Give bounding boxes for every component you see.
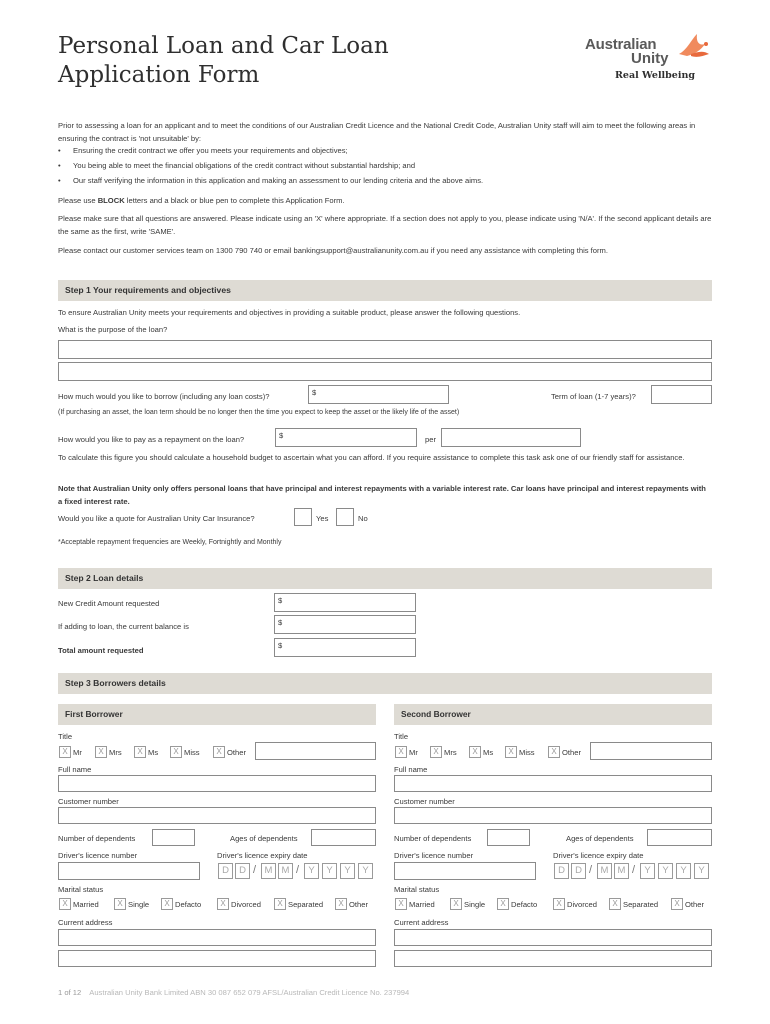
title-miss-checkbox[interactable]: X — [505, 746, 517, 758]
budget-note: To calculate this figure you should calculate a household budget to ascertain what you can afford. If you require assistance to complete this task ask one of our friendly staff for assistance. — [58, 453, 685, 462]
per-label: per — [425, 435, 436, 444]
title-option-label: Ms — [148, 748, 159, 757]
intro-bullet: • Ensuring the credit contract we offer you meets your requirements and objectives; — [58, 146, 348, 155]
yes-label: Yes — [316, 514, 329, 523]
new-credit-label: New Credit Amount requested — [58, 599, 160, 608]
block-letters-instruction: Please use BLOCK letters and a black or blue pen to complete this Application Form. — [58, 196, 345, 205]
marital-married-checkbox[interactable]: X — [395, 898, 407, 910]
ages-input[interactable] — [311, 829, 376, 846]
logo-text-2: Unity — [631, 50, 669, 67]
step1-heading: Step 1 Your requirements and objectives — [58, 280, 712, 301]
purpose-input-line-2[interactable] — [58, 362, 712, 381]
title-mr-checkbox[interactable]: X — [395, 746, 407, 758]
title-option-label: Other — [227, 748, 246, 757]
term-note: (If purchasing an asset, the loan term should be no longer then the time you expect to keep the asset or the likely life of the asset) — [58, 409, 460, 416]
licence-number-input[interactable] — [394, 862, 536, 880]
title-option-label: Mr — [409, 748, 418, 757]
title-miss-checkbox[interactable]: X — [170, 746, 182, 758]
insurance-yes-checkbox[interactable] — [294, 508, 312, 526]
borrow-label: How much would you like to borrow (including any loan costs)? — [58, 392, 270, 401]
expiry-year-digit[interactable]: Y — [658, 863, 673, 879]
current-balance-input[interactable] — [274, 615, 416, 634]
title-label: Title — [58, 732, 73, 741]
date-separator: / — [253, 864, 257, 876]
currency-symbol: $ — [312, 388, 317, 397]
expiry-year-digit[interactable]: Y — [640, 863, 655, 879]
title-option-label: Miss — [519, 748, 535, 757]
title-mrs-checkbox[interactable]: X — [430, 746, 442, 758]
expiry-day-digit[interactable]: D — [235, 863, 250, 879]
title-label: Title — [394, 732, 409, 741]
expiry-month-digit[interactable]: M — [261, 863, 276, 879]
marital-option-label: Other — [349, 900, 368, 909]
currency-symbol: $ — [279, 431, 284, 440]
address-input-line-1[interactable] — [394, 929, 712, 946]
full-name-input[interactable] — [58, 775, 376, 792]
new-credit-input[interactable] — [274, 593, 416, 612]
marital-option-label: Other — [685, 900, 704, 909]
marital-married-checkbox[interactable]: X — [59, 898, 71, 910]
dependents-label: Number of dependents — [394, 834, 472, 843]
currency-symbol: $ — [278, 641, 283, 650]
borrow-amount-input[interactable] — [308, 385, 449, 404]
full-name-label: Full name — [394, 765, 428, 774]
second-borrower-heading: Second Borrower — [394, 704, 712, 725]
bird-icon — [677, 32, 713, 64]
title-other-checkbox[interactable]: X — [213, 746, 225, 758]
expiry-month-digit[interactable]: M — [597, 863, 612, 879]
customer-number-label: Customer number — [394, 797, 455, 806]
full-name-label: Full name — [58, 765, 92, 774]
intro-bullet: • Our staff verifying the information in this application and making an assessment to our lending criteria and the above aims. — [58, 176, 484, 185]
title-line-2: Application Form — [58, 62, 260, 88]
step3-heading: Step 3 Borrowers details — [58, 673, 712, 694]
marital-separated-checkbox[interactable]: X — [609, 898, 621, 910]
marital-option-label: Single — [128, 900, 150, 909]
ages-input[interactable] — [647, 829, 712, 846]
page-title — [58, 32, 389, 90]
marital-option-label: Separated — [623, 900, 659, 909]
title-mrs-checkbox[interactable]: X — [95, 746, 107, 758]
frequency-note: *Acceptable repayment frequencies are Weekly, Fortnightly and Monthly — [58, 539, 282, 546]
title-option-label: Miss — [184, 748, 200, 757]
licence-number-input[interactable] — [58, 862, 200, 880]
term-label: Term of loan (1-7 years)? — [551, 392, 636, 401]
marital-separated-checkbox[interactable]: X — [274, 898, 286, 910]
repayment-label: How would you like to pay as a repayment on the loan? — [58, 435, 245, 444]
ages-label: Ages of dependents — [230, 834, 298, 843]
address-input-line-2[interactable] — [394, 950, 712, 967]
expiry-year-digit[interactable]: Y — [340, 863, 355, 879]
marital-label: Marital status — [58, 885, 104, 894]
expiry-label: Driver's licence expiry date — [553, 851, 644, 860]
date-separator: / — [632, 864, 636, 876]
dependents-input[interactable] — [152, 829, 195, 846]
expiry-year-digit[interactable]: Y — [304, 863, 319, 879]
marital-option-label: Married — [73, 900, 99, 909]
currency-symbol: $ — [278, 618, 283, 627]
title-other-input[interactable] — [590, 742, 712, 760]
footer-legal-text: Australian Unity Bank Limited ABN 30 087 652 079 AFSL/Australian Credit Licence No. 237994 — [89, 988, 410, 997]
intro-paragraph: Prior to assessing a loan for an applicant and to meet the conditions of our Australian Credit Licence and the National Credit Code, Australian Unity staff will aim to meet the following areas in ensuring the contract is 'not unsuitable' by: — [58, 121, 696, 143]
customer-number-input[interactable] — [58, 807, 376, 824]
expiry-label: Driver's licence expiry date — [217, 851, 308, 860]
intro-bullet: • You being able to meet the financial obligations of the credit contract without substantial hardship; and — [58, 161, 416, 170]
contact-paragraph: Please contact our customer services team on 1300 790 740 or email bankingsupport@australianunity.com.au if you need any assistance with completing this form. — [58, 246, 608, 255]
expiry-year-digit[interactable]: Y — [322, 863, 337, 879]
address-label: Current address — [394, 918, 449, 927]
marital-option-label: Divorced — [567, 900, 597, 909]
title-option-label: Ms — [483, 748, 494, 757]
expiry-day-digit[interactable]: D — [554, 863, 569, 879]
title-option-label: Mrs — [444, 748, 457, 757]
expiry-year-digit[interactable]: Y — [358, 863, 373, 879]
marital-defacto-checkbox[interactable]: X — [161, 898, 173, 910]
ages-label: Ages of dependents — [566, 834, 634, 843]
marital-other-checkbox[interactable]: X — [335, 898, 347, 910]
licence-label: Driver's licence number — [58, 851, 138, 860]
dependents-label: Number of dependents — [58, 834, 136, 843]
expiry-month-digit[interactable]: M — [278, 863, 293, 879]
currency-symbol: $ — [278, 596, 283, 605]
australian-unity-logo — [585, 32, 725, 84]
page-number: 1 of 12 — [58, 988, 82, 997]
marital-divorced-checkbox[interactable]: X — [553, 898, 565, 910]
marital-single-checkbox[interactable]: X — [450, 898, 462, 910]
title-mr-checkbox[interactable]: X — [59, 746, 71, 758]
marital-single-checkbox[interactable]: X — [114, 898, 126, 910]
address-input-line-1[interactable] — [58, 929, 376, 946]
dependents-input[interactable] — [487, 829, 530, 846]
total-amount-input[interactable] — [274, 638, 416, 657]
marital-divorced-checkbox[interactable]: X — [217, 898, 229, 910]
term-input[interactable] — [651, 385, 712, 404]
title-ms-checkbox[interactable]: X — [469, 746, 481, 758]
expiry-day-digit[interactable]: D — [218, 863, 233, 879]
marital-option-label: Defacto — [511, 900, 538, 909]
total-amount-label: Total amount requested — [58, 646, 144, 655]
current-balance-label: If adding to loan, the current balance is — [58, 622, 189, 631]
repayment-frequency-input[interactable] — [441, 428, 581, 447]
title-option-label: Mrs — [109, 748, 122, 757]
date-separator: / — [296, 864, 300, 876]
date-separator: / — [589, 864, 593, 876]
marital-defacto-checkbox[interactable]: X — [497, 898, 509, 910]
address-label: Current address — [58, 918, 113, 927]
interest-rate-note: Note that Australian Unity only offers personal loans that have principal and interest repayments with a variable interest rate. Car loans have principal and interest repayments with a fixed interest rate. — [58, 484, 706, 506]
step2-heading: Step 2 Loan details — [58, 568, 712, 589]
page-footer — [58, 988, 409, 997]
title-line-1: Personal Loan and Car Loan — [58, 33, 389, 59]
full-name-input[interactable] — [394, 775, 712, 792]
marital-label: Marital status — [394, 885, 440, 894]
title-ms-checkbox[interactable]: X — [134, 746, 146, 758]
title-option-label: Other — [562, 748, 581, 757]
insurance-no-checkbox[interactable] — [336, 508, 354, 526]
purpose-label: What is the purpose of the loan? — [58, 325, 168, 334]
marital-option-label: Divorced — [231, 900, 261, 909]
title-option-label: Mr — [73, 748, 82, 757]
first-borrower-heading: First Borrower — [58, 704, 376, 725]
customer-number-label: Customer number — [58, 797, 119, 806]
marital-option-label: Separated — [288, 900, 324, 909]
repayment-amount-input[interactable] — [275, 428, 417, 447]
title-other-checkbox[interactable]: X — [548, 746, 560, 758]
logo-tagline: Real Wellbeing — [615, 70, 696, 81]
title-other-input[interactable] — [255, 742, 376, 760]
address-input-line-2[interactable] — [58, 950, 376, 967]
marital-option-label: Single — [464, 900, 486, 909]
licence-label: Driver's licence number — [394, 851, 474, 860]
step1-intro: To ensure Australian Unity meets your requirements and objectives in providing a suitable product, please answer the following questions. — [58, 308, 521, 317]
purpose-input-line-1[interactable] — [58, 340, 712, 359]
customer-number-input[interactable] — [394, 807, 712, 824]
insurance-label: Would you like a quote for Australian Unity Car Insurance? — [58, 514, 255, 523]
expiry-month-digit[interactable]: M — [614, 863, 629, 879]
instructions-paragraph: Please make sure that all questions are answered. Please indicate using an 'X' where appropriate. If a section does not apply to you, please indicate using 'N/A'. If the second applicant details are the same as the first, write 'SAME'. — [58, 214, 712, 236]
expiry-year-digit[interactable]: Y — [694, 863, 709, 879]
marital-other-checkbox[interactable]: X — [671, 898, 683, 910]
logo-text-1: Australian — [585, 36, 657, 53]
no-label: No — [358, 514, 368, 523]
expiry-day-digit[interactable]: D — [571, 863, 586, 879]
marital-option-label: Defacto — [175, 900, 202, 909]
expiry-year-digit[interactable]: Y — [676, 863, 691, 879]
marital-option-label: Married — [409, 900, 435, 909]
